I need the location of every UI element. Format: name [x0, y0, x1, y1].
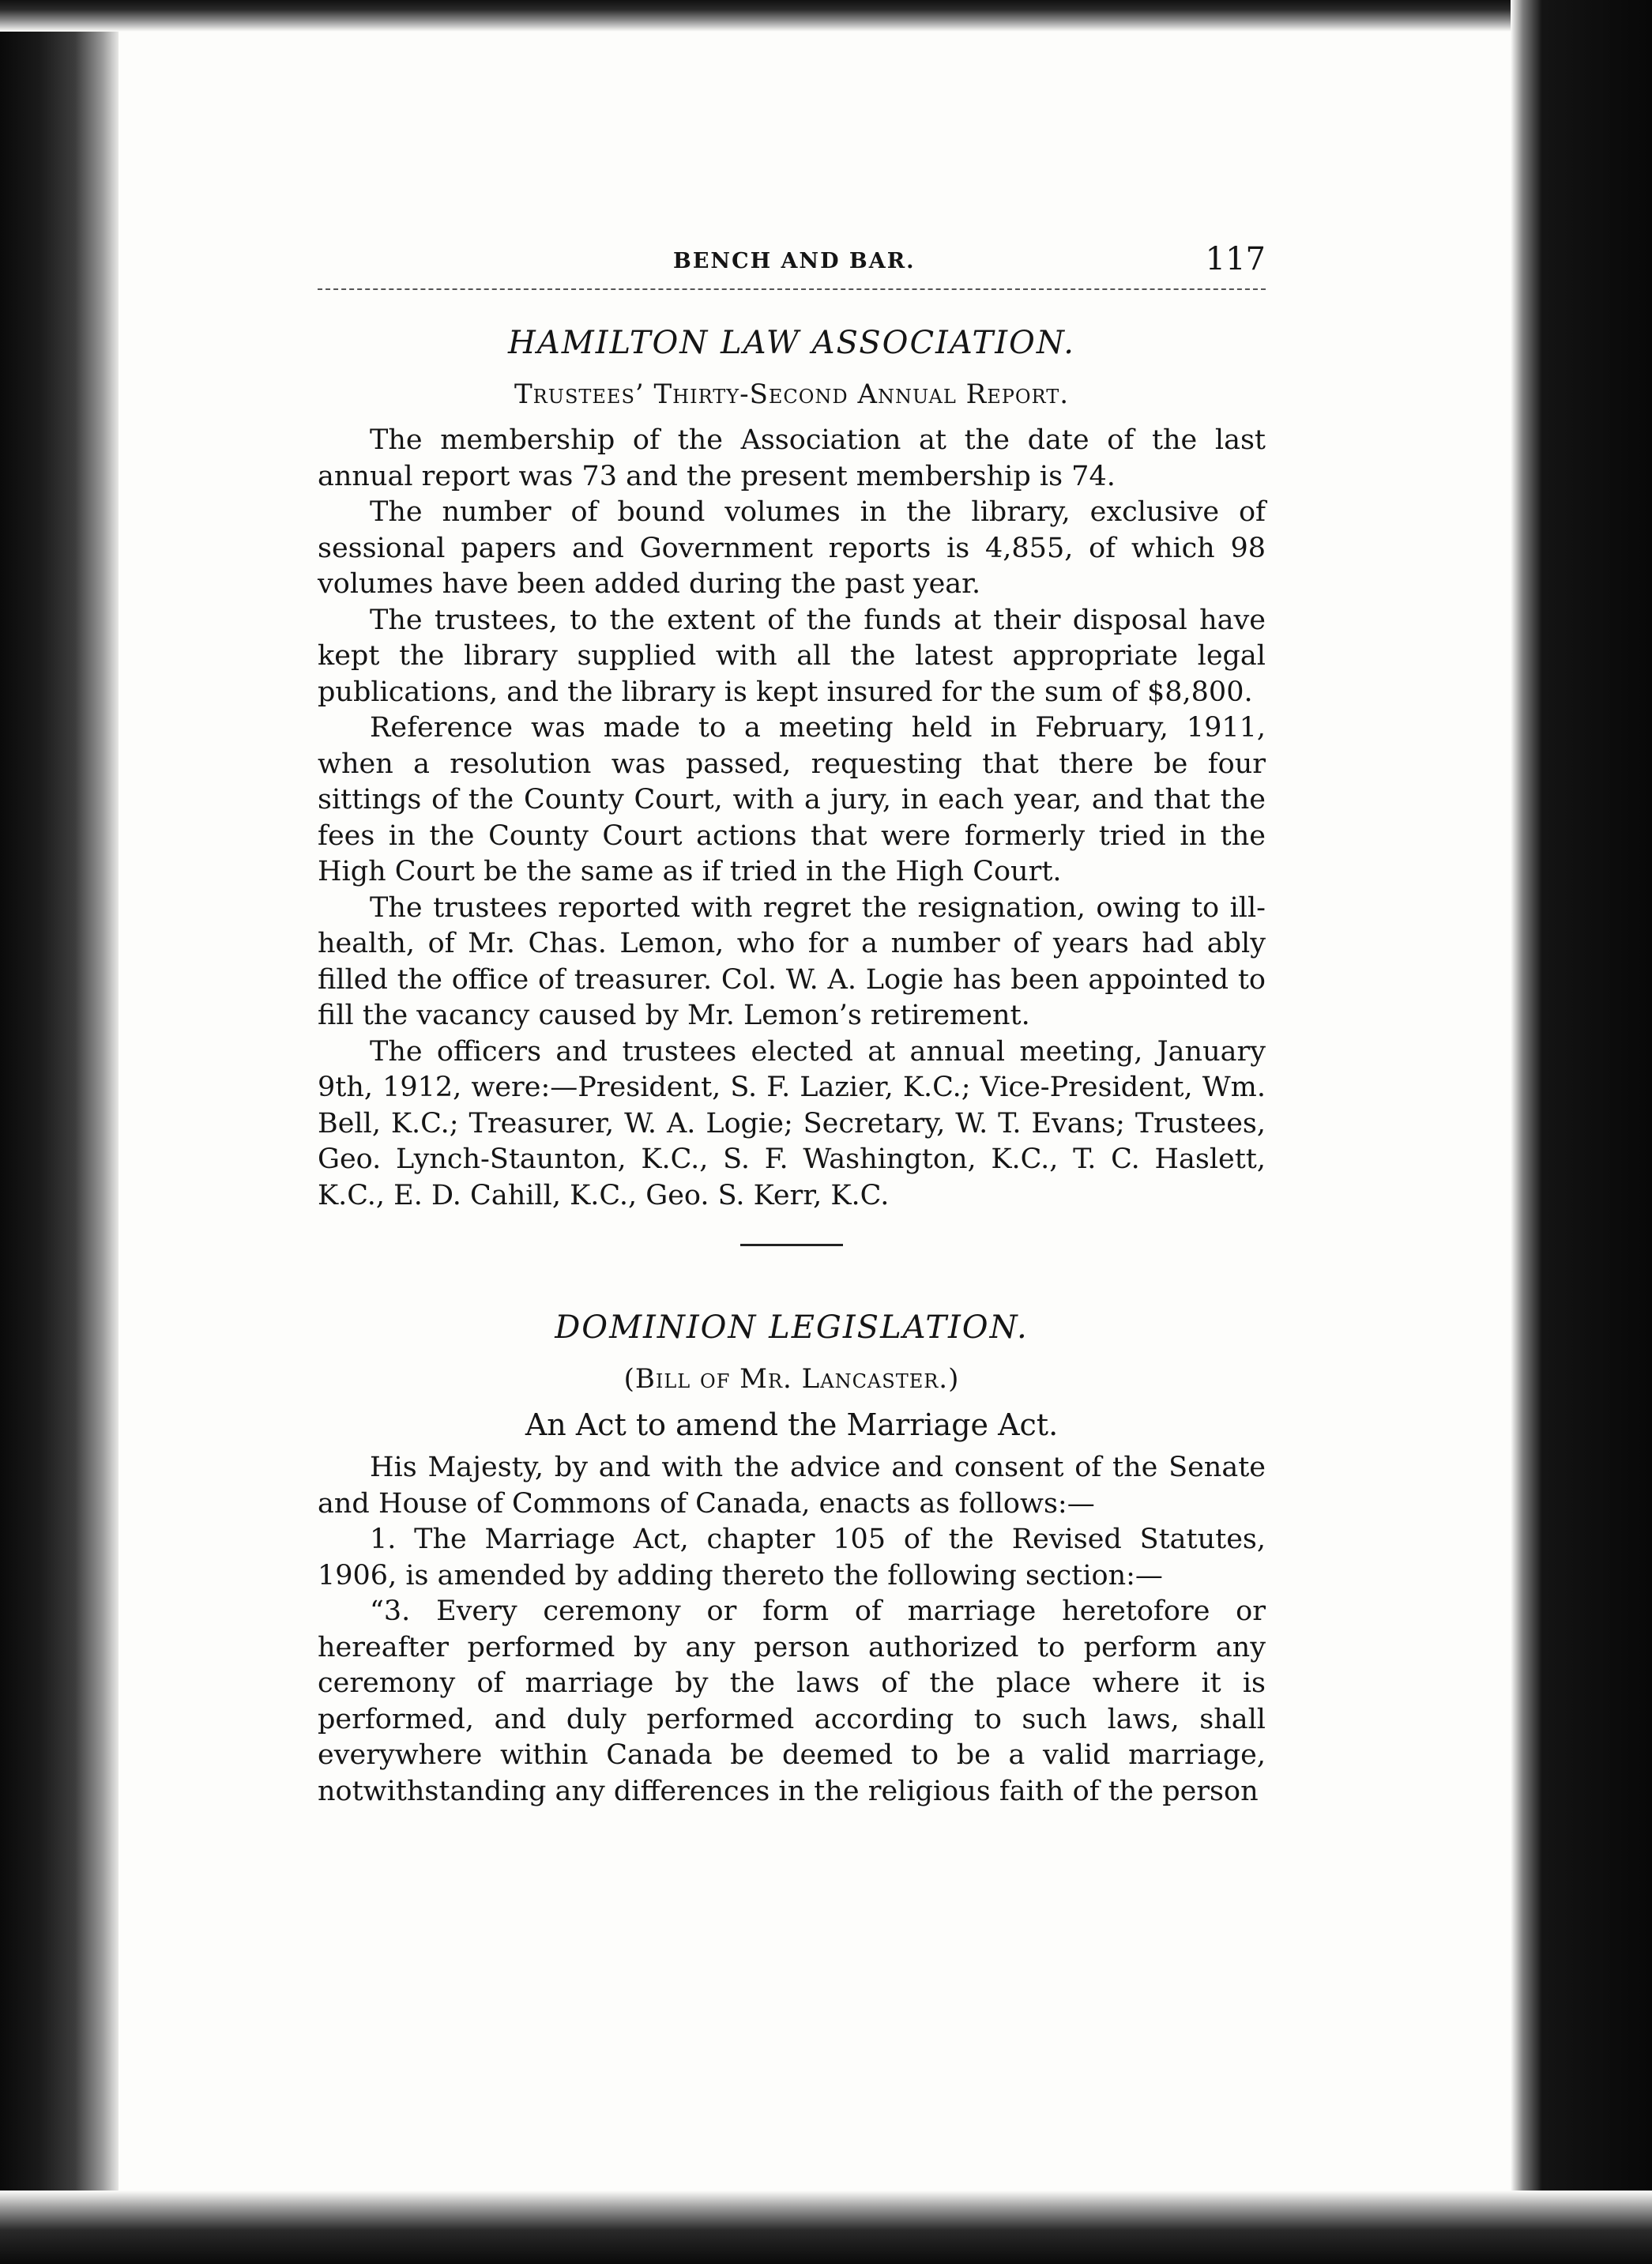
- scan-edge-right: [1511, 0, 1652, 2264]
- section-subtitle-report: Trustees’ Thirty-Second Annual Report.: [514, 379, 1070, 410]
- paragraph: His Majesty, by and with the advice and consent of the Senate and House of Commons of Canada, enacts as follows:—: [318, 1452, 1266, 1520]
- scan-edge-left: [0, 0, 119, 2264]
- paragraph: The membership of the Association at the date of the last annual report was 73 and the present membership is 74.: [318, 424, 1266, 492]
- paragraph: The trustees, to the extent of the funds at their disposal have kept the library supplied with all the latest appropriate legal publications, and the library is kept insured for the sum of $8,800.: [318, 604, 1266, 708]
- paragraph: The trustees reported with regret the resignation, owing to ill-health, of Mr. Chas. Lemon, who for a number of years had ably filled the office of treasurer. Col. W. A. Logie has been appointed to fill the vacancy caused by Mr. Lemon’s retirement.: [318, 891, 1266, 1031]
- running-head: [318, 241, 1266, 285]
- scan-edge-top: [0, 0, 1652, 32]
- header-rule: [318, 288, 1266, 290]
- act-title: An Act to amend the Marriage Act.: [525, 1407, 1059, 1442]
- paragraph: Reference was made to a meeting held in February, 1911, when a resolution was passed, requesting that there be four sittings of the County Court, with a jury, in each year, and that the fees in the County Court actions that were formerly tried in the High Court be the same as if tried in the High Court.: [318, 712, 1266, 887]
- section-title-dominion: DOMINION LEGISLATION.: [555, 1309, 1029, 1346]
- running-title: BENCH AND BAR.: [673, 249, 916, 273]
- paragraph: The number of bound volumes in the library, exclusive of sessional papers and Government reports is 4,855, of which 98 volumes have been added during the past year.: [318, 496, 1266, 600]
- section-subtitle-bill: (Bill of Mr. Lancaster.): [623, 1363, 960, 1395]
- section-divider: [740, 1244, 843, 1246]
- paragraph: The officers and trustees elected at annual meeting, January 9th, 1912, were:—President, S. F. Lazier, K.C.; Vice-President, Wm. Bell, K.C.; Treasurer, W. A. Logie; Secretary, W. T. Evans; Trustees, Geo. Lynch-Staunton, K.C., S. F. Washington, K.C., T. C. Haslett, K.C., E. D. Cahill, K.C., Geo. S. Kerr, K.C.: [318, 1035, 1266, 1211]
- page-number: 117: [1205, 241, 1266, 277]
- paragraph: 1. The Marriage Act, chapter 105 of the Revised Statutes, 1906, is amended by adding thereto the following section:—: [318, 1524, 1266, 1592]
- page-content: [318, 241, 1266, 1810]
- paragraph: “3. Every ceremony or form of marriage heretofore or hereafter performed by any person authorized to perform any ceremony of marriage by the laws of the place where it is performed, and duly performed according to such laws, shall everywhere within Canada be deemed to be a valid marriage, notwithstanding any differences in the religious faith of the person: [318, 1595, 1266, 1807]
- scan-edge-bottom: [0, 2191, 1652, 2264]
- section-title-hamilton: HAMILTON LAW ASSOCIATION.: [508, 325, 1075, 361]
